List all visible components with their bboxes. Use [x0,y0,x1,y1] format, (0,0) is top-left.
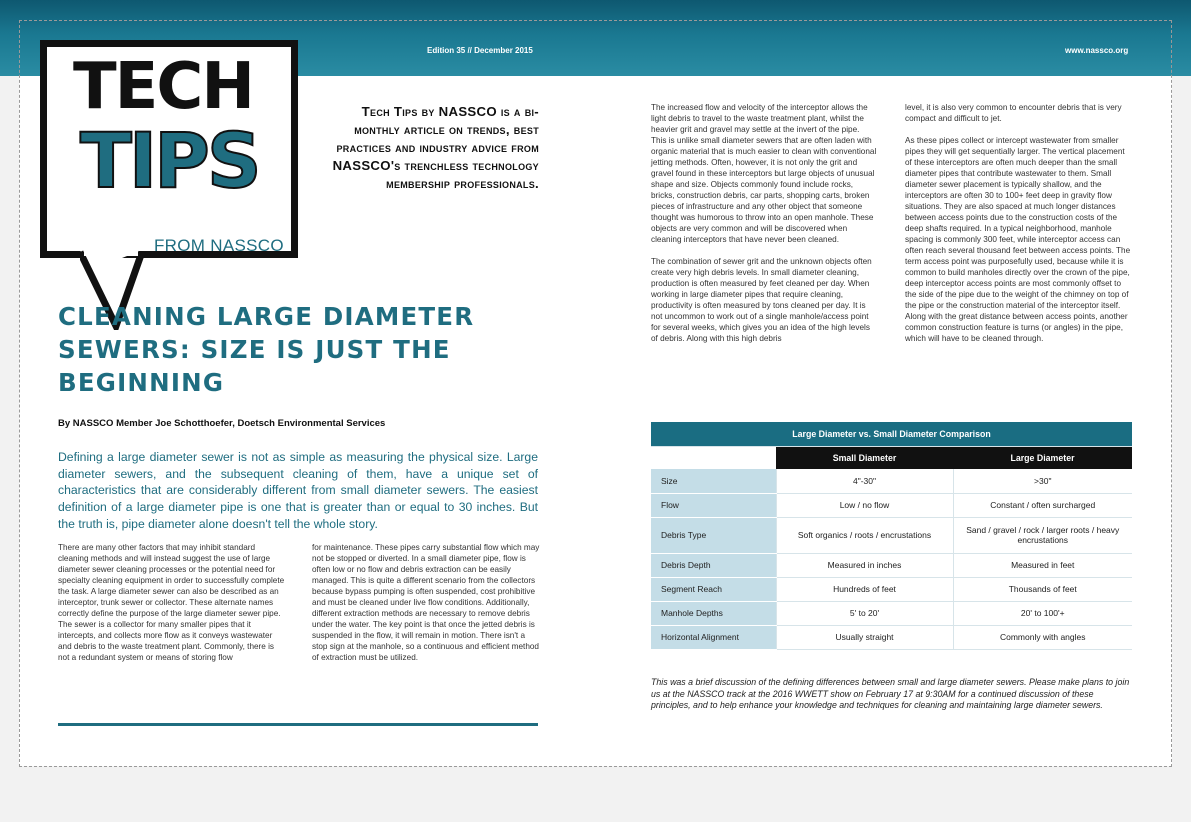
table-corner [651,446,776,469]
intro-blurb: Tech Tips by NASSCO is a bi-monthly article on trends, best practices and industry advice from NASSCO's trenchless technology membership professionals. [332,104,539,192]
table-row [651,625,1132,649]
large-cell: Measured in feet [953,553,1132,577]
table-title: Large Diameter vs. Small Diameter Comparison [651,422,1132,446]
edition-label: Edition 35 // December 2015 [427,46,533,55]
row-label: Segment Reach [651,577,776,601]
large-cell: >30" [953,469,1132,493]
small-cell: Low / no flow [776,493,953,517]
table-row [651,601,1132,625]
body-column-2: for maintenance. These pipes carry substantial flow which may not be stopped or diverted. In a small diameter pipe, flow is often low or no flow and debris extraction can be easily managed. This is quite a different scenario from the collectors because bypass pumping is often suspended, cost prohibitive and must be cleaned under live flow conditions. Additionally, different extraction methods are necessary to remove debris under the water. The key point is that once the jetted debris is suspended in the flow, it will remain in motion. There isn't a stop sign at the manhole, so a continuous and efficient method of extraction must be utilized. [312,543,540,662]
row-label: Horizontal Alignment [651,625,776,649]
row-label: Flow [651,493,776,517]
table-row [651,493,1132,517]
column-header-large: Large Diameter [953,446,1132,469]
small-cell: 5' to 20' [776,601,953,625]
row-label: Debris Type [651,517,776,553]
row-label: Size [651,469,776,493]
row-label: Debris Depth [651,553,776,577]
logo-tech-word: TECH [73,50,253,124]
divider-rule [58,723,538,726]
website-link[interactable]: www.nassco.org [1065,46,1129,55]
small-cell: Soft organics / roots / encrustations [776,517,953,553]
large-cell: 20' to 100'+ [953,601,1132,625]
large-cell: Constant / often surcharged [953,493,1132,517]
article-title: CLEANING LARGE DIAMETER SEWERS: SIZE IS JUST THE BEGINNING [58,302,475,397]
large-cell: Commonly with angles [953,625,1132,649]
row-label: Manhole Depths [651,601,776,625]
body-column-1: There are many other factors that may inhibit standard cleaning methods and will instead suggest the use of large diameter sewer cleaning processes or the potential need for specialty cleaning equipment in order to successfully complete the task. A large diameter sewer can also be described as an interceptor, trunk sewer or collector. These alternate names correctly define the purpose of the large diameter sewer pipe. The sewer is a collector for many smaller pipes that it intercepts, and collects more flow as it conveys wastewater and debris to the waste treatment plant. Commonly, there is not a redundant system or means of storing flow [58,543,285,662]
table-row [651,517,1132,553]
small-cell: Measured in inches [776,553,953,577]
large-cell: Thousands of feet [953,577,1132,601]
body-paragraph: The combination of sewer grit and the unknown objects often create very high debris levels. In small diameter cleaning, production is often measured by feet cleaned per day. When working in large diameter pipes that require cleaning, productivity is often measured by tons cleaned per day. It is not uncommon to work out of a single manhole/access point for several weeks, which gives you an idea of the high levels of debris. Along with this high debris [651,257,872,343]
byline: By NASSCO Member Joe Schotthoefer, Doetsch Environmental Services [58,418,386,429]
logo-tagline: FROM NASSCO [154,236,284,255]
small-cell: 4"-30" [776,469,953,493]
closing-note: This was a brief discussion of the defining differences between small and large diameter sewers. Please make plans to join us at the NASSCO track at the 2016 WWETT show on February 17 at 9:30AM for a continued discussion of these principles, and to help enhance your knowledge and techniques for cleaning and maintaining large diameter sewers. [651,677,1130,711]
table-row [651,553,1132,577]
body-paragraph: level, it is also very common to encounter debris that is very compact and difficult to jet. [905,103,1122,123]
body-paragraph: The increased flow and velocity of the interceptor allows the light debris to travel to the waste treatment plant, whilst the heavier grit and gravel may settle at the invert of the pipe. This is unlike small diameter sewers that are often laden with organic material that is much easier to clean with conventional jetting methods. Often, however, it is not only the grit and gravel found in these interceptors but large objects of unusual shape and size. Objects commonly found include rocks, bricks, construction debris, car parts, shopping carts, broken pieces of infrastructure and any other object that someone thought was humorous to throw into an open manhole. These objects are very common and will be discovered when cleaning interceptors that have never been cleaned. [651,103,877,244]
table-row [651,469,1132,493]
small-cell: Usually straight [776,625,953,649]
comparison-table [651,422,1132,650]
small-cell: Hundreds of feet [776,577,953,601]
lead-paragraph: Defining a large diameter sewer is not as simple as measuring the physical size. Large diameter sewers, and the subsequent cleaning of them, have a unique set of characteristics that are considerably different from small diameter sewers. The easiest definition of a large diameter pipe is one that is greater than or equal to 30 inches. But the truth is, pipe diameter alone doesn't tell the whole story. [58,450,538,531]
body-paragraph: As these pipes collect or intercept wastewater from smaller pipes they will get sequentially larger. The vertical placement of these interceptors are often much deeper than the small diameter pipes that contribute wastewater to them. Small diameter sewer placement is typically shallow, and the interceptors are often 30 to 100+ feet deep in gravity flow situations. They are also spaced at much longer distances between access points due to the construction costs of the deep shafts required. In a typical neighborhood, manhole spacing is commonly 300 feet, while interceptor access can often reach several thousand feet between access points. The term access point was purposefully used, because while it is common to build manholes directly over the crown of the pipe, deep interceptor access points are most commonly offset to the side of the pipe due to the weight of the chimney on top of the pipe or the construction material of the interceptor itself. Along with the great distance between access points, another common construction feature is turns (or angles) in the pipe, which will have to be cleaned through. [905,136,1131,343]
body-column-4 [905,102,1131,355]
column-header-small: Small Diameter [776,446,953,469]
logo-tips-word: TIPS [80,116,259,205]
table-row [651,577,1132,601]
large-cell: Sand / gravel / rock / larger roots / heavy encrustations [953,517,1132,553]
body-column-3 [651,102,877,355]
